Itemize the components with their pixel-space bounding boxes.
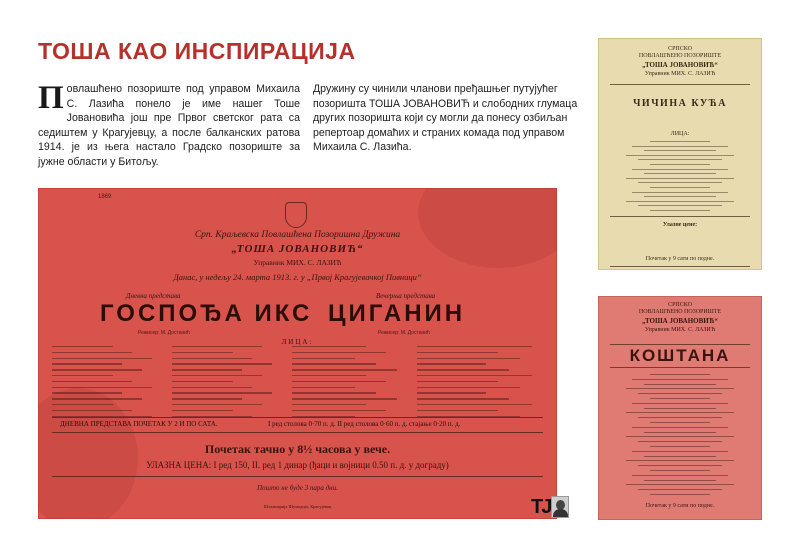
print-line: [644, 196, 716, 197]
cast-line: [292, 358, 355, 359]
print-line: [644, 173, 716, 174]
print-line: [626, 388, 734, 389]
day-start-line: ДНЕВНА ПРЕДСТАВА ПОЧЕТАК У 2 И ПО САТА.: [60, 420, 218, 428]
poster-heading: Срп. Краљевска Повлашћена Позоришна Дружина: [194, 230, 401, 240]
print-line: [626, 155, 734, 156]
day-show-label: Дневна представа: [126, 292, 181, 300]
cream-poster-start: Почетак у 9 сати по подне.: [645, 256, 715, 262]
cast-line: [172, 363, 272, 364]
crest-icon: [285, 202, 307, 228]
cast-line: [292, 369, 397, 370]
print-line: [632, 451, 728, 452]
cast-line: [52, 346, 113, 347]
day-credit: Режисер: М. Достанић: [138, 330, 190, 336]
day-prices-line: I ред столова 0·70 п. д. II ред столова 0·60 п. д. стајање 0·20 п. д.: [268, 420, 461, 428]
cast-line: [292, 410, 386, 411]
drop-cap: П: [38, 80, 64, 116]
day-play-title: ГОСПОЂА ИКС: [100, 300, 313, 327]
left-paragraph: овлашћено позориште под управом Михаила С. Лазића понело је име нашег Тоше Јовановића још пре Првог светског рата са седиштем у Крагујевцу, а после балканских ратова 1914. је из њега настало Градско позориште за јужне области у Битољу.: [38, 83, 300, 168]
print-line: [626, 436, 734, 437]
print-line: [632, 169, 728, 170]
print-line: [644, 408, 716, 409]
left-column-text: [38, 82, 300, 170]
poster-troupe: „ТОША ЈОВАНОВИЋ“: [231, 243, 364, 255]
print-line: [632, 475, 728, 476]
pink-poster-troupe: „ТОША ЈОВАНОВИЋ“: [642, 317, 718, 325]
evening-play-title: ЦИГАНИН: [328, 300, 466, 327]
main-poster-image: [38, 188, 557, 519]
cast-line: [292, 404, 366, 405]
cast-line: [417, 404, 532, 405]
print-line: [650, 470, 710, 471]
print-line: [638, 159, 722, 160]
cast-line: [172, 392, 272, 393]
cast-line: [292, 387, 355, 388]
print-line: [638, 489, 722, 490]
pink-poster-image: [598, 296, 762, 520]
cast-list: [52, 338, 543, 418]
cast-line: [417, 346, 532, 347]
cream-poster-title: ЧИЧИНА КУЋА: [633, 98, 727, 109]
cast-line: [292, 398, 397, 399]
print-line: [638, 465, 722, 466]
print-line: [650, 141, 710, 142]
print-line: [638, 441, 722, 442]
print-line: [632, 146, 728, 147]
cast-line: [52, 410, 132, 411]
cast-line: [172, 398, 242, 399]
page-title: ТОША КАО ИНСПИРАЦИЈА: [38, 38, 356, 64]
cream-poster-prices-heading: Улазне цене:: [662, 222, 698, 228]
poster-director: Управник МИХ. С. ЛАЗИЋ: [253, 258, 342, 267]
poster-footer: Штампарија Шумадија, Крагујевац: [263, 504, 332, 509]
cast-line: [52, 398, 142, 399]
pink-poster-director: Управник МИХ. С. ЛАЗИЋ: [644, 327, 716, 333]
cast-line: [292, 352, 386, 353]
cast-line: [417, 392, 486, 393]
evening-credit: Режисер: М. Достанић: [378, 330, 430, 336]
print-line: [632, 403, 728, 404]
cast-line: [52, 404, 113, 405]
cast-line: [292, 392, 376, 393]
cream-poster-line1: СРПСКО: [668, 46, 692, 52]
cast-line: [417, 381, 498, 382]
pink-poster-line1: СРПСКО: [668, 302, 692, 308]
print-line: [626, 201, 734, 202]
print-line: [638, 182, 722, 183]
right-paragraph: Дружину су чинили чланови пређашњег путујућег позоришта ТОША ЈОВАНОВИЋ и слободних глумаца других позоришта који су могли да понесу озбиљан репертоар домаћих и страних комада под управом Михаила С. Лазића.: [313, 83, 578, 154]
cast-line: [172, 346, 262, 347]
print-line: [638, 205, 722, 206]
cream-poster-cast-heading: ЛИЦА:: [670, 131, 690, 137]
cast-line: [292, 363, 376, 364]
print-line: [626, 178, 734, 179]
pink-poster-title: КОШТАНА: [629, 346, 731, 365]
cast-line: [52, 387, 152, 388]
cream-poster-line2: ПОВЛАШЋЕНО ПОЗОРИШТЕ: [638, 53, 722, 59]
cast-line: [172, 387, 252, 388]
print-line: [650, 422, 710, 423]
cream-poster-troupe: „ТОША ЈОВАНОВИЋ“: [642, 61, 718, 69]
logo-mark: TJ: [531, 496, 551, 518]
cast-line: [417, 358, 520, 359]
print-line: [644, 432, 716, 433]
print-line: [650, 210, 710, 211]
print-line: [632, 427, 728, 428]
cast-line: [52, 369, 142, 370]
print-line: [644, 384, 716, 385]
cast-line: [172, 410, 233, 411]
poster-bottom-line: Пошто не буде 3 пара дни.: [257, 484, 338, 492]
cast-line: [52, 392, 122, 393]
cast-line: [172, 358, 252, 359]
print-line: [644, 480, 716, 481]
cast-line: [292, 375, 366, 376]
print-line: [650, 374, 710, 375]
poster-number: 1869: [98, 194, 112, 200]
cast-line: [172, 404, 262, 405]
start-time-line: Почетак тачно у 8½ часова у вече.: [204, 442, 391, 456]
print-line: [626, 412, 734, 413]
entry-prices-line: УЛАЗНА ЦЕНА: I ред 150, II. ред 1 динар (ђаци и војници 0.50 п. д. у дограду): [146, 460, 449, 470]
cast-heading: ЛИЦА:: [281, 338, 314, 346]
cast-line: [417, 352, 498, 353]
cream-poster-image: [598, 38, 762, 270]
cast-line: [292, 346, 366, 347]
pink-poster-start: Почетак у 9 сати по подне.: [645, 503, 715, 509]
cast-line: [52, 381, 132, 382]
cast-line: [292, 381, 386, 382]
cream-poster-director: Управник МИХ. С. ЛАЗИЋ: [644, 71, 716, 77]
print-line: [638, 417, 722, 418]
portrait-icon: [551, 496, 569, 518]
cast-line: [52, 352, 132, 353]
poster-date: Данас, у недељу 24. марта 1913. г. у „Првој Крагујевачкој Пивници“: [173, 272, 422, 282]
print-line: [650, 187, 710, 188]
evening-show-label: Вечерња представа: [376, 292, 436, 300]
cast-line: [52, 375, 113, 376]
right-column-text: [313, 82, 585, 155]
cast-line: [52, 358, 152, 359]
cast-line: [172, 369, 242, 370]
cast-line: [172, 381, 233, 382]
print-line: [626, 484, 734, 485]
tj-logo: [531, 496, 576, 520]
cast-line: [417, 363, 486, 364]
cast-line: [172, 375, 262, 376]
print-line: [626, 460, 734, 461]
print-line: [650, 446, 710, 447]
cast-line: [417, 375, 532, 376]
print-line: [650, 494, 710, 495]
print-line: [638, 393, 722, 394]
pink-poster-line2: ПОВЛАШЋЕНО ПОЗОРИШТЕ: [638, 309, 722, 315]
cast-line: [417, 410, 498, 411]
cast-line: [417, 369, 509, 370]
print-line: [644, 456, 716, 457]
print-line: [650, 164, 710, 165]
print-line: [650, 398, 710, 399]
cast-line: [172, 352, 233, 353]
cast-line: [417, 387, 520, 388]
print-line: [632, 379, 728, 380]
print-line: [632, 192, 728, 193]
print-line: [644, 150, 716, 151]
cast-line: [52, 363, 122, 364]
cast-line: [417, 398, 509, 399]
